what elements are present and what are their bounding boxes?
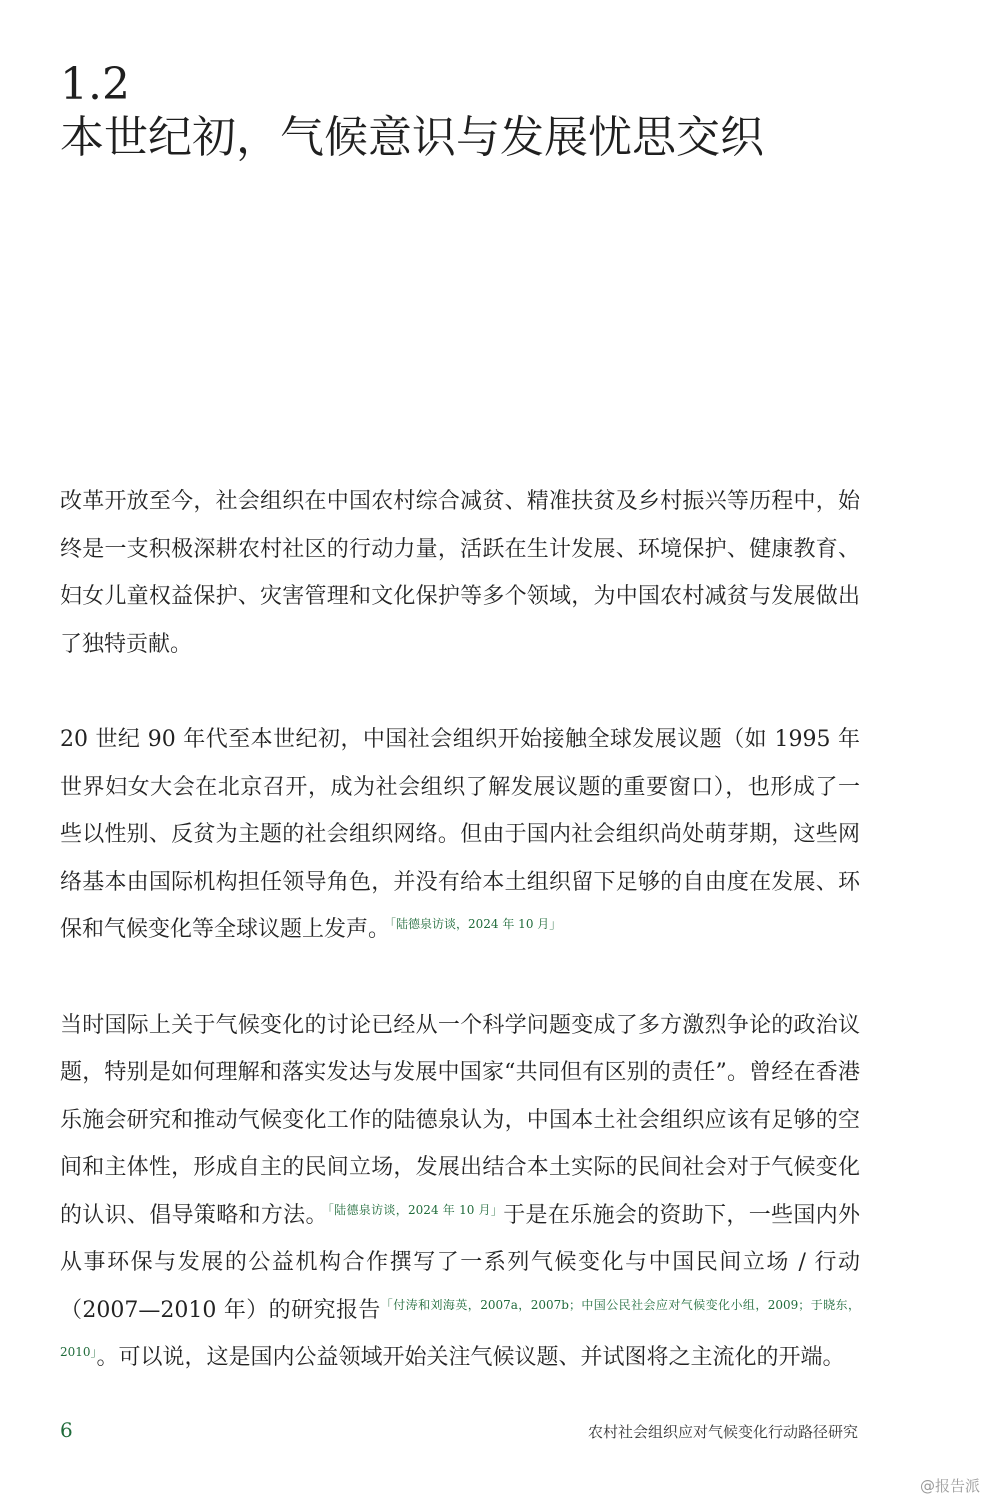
paragraph-2-text: 20 世纪 90 年代至本世纪初，中国社会组织开始接触全球发展议题（如 1995 年世界妇女大会在北京召开，成为社会组织了解发展议题的重要窗口），也形成了一些以性别、反贫为主题的社会组织网络。但由于国内社会组织尚处萌芽期，这些网络基本由国际机构担任领导角色，并没有给本土组织留下足够的自由度在发展、环保和气候变化等全球议题上发声。 [60,727,860,942]
section-title: 本世纪初，气候意识与发展忧思交织 [60,112,764,163]
citation: 「陆德泉访谈，2024 年 10 月」 [327,1202,504,1217]
paragraph-3-text-a: 当时国际上关于气候变化的讨论已经从一个科学问题变成了多方激烈争论的政治议题，特别是如何理解和落实发达与发展中国家“共同但有区别的责任”。曾经在香港乐施会研究和推动气候变化工作的陆德泉认为，中国本土社会组织应该有足够的空间和主体性，形成自主的民间立场，发展出结合本土实际的民间社会对于气候变化的认识、倡导策略和方法。 [60,1012,860,1228]
citation: 「陆德泉访谈，2024 年 10 月」 [390,917,562,931]
paragraph-3 [60,1002,860,1382]
report-title: 农村社会组织应对气候变化行动路径研究 [587,1423,858,1441]
watermark: @报告派 [919,1477,980,1495]
paragraph-3-text-c: 。可以说，这是国内公益领域开始关注气候议题、并试图将之主流化的开端。 [96,1345,845,1370]
page-number: 6 [60,1418,73,1442]
paragraph-2 [60,716,860,954]
citation: 「付涛和刘海英，2007a，2007b；中国公民社会应对气候变化小组，2009；于晓东，2010」 [60,1297,860,1359]
paragraph-1: 改革开放至今，社会组织在中国农村综合减贫、精准扶贫及乡村振兴等历程中，始终是一支积极深耕农村社区的行动力量，活跃在生计发展、环境保护、健康教育、妇女儿童权益保护、灾害管理和文化保护等多个领域，为中国农村减贫与发展做出了独特贡献。 [60,489,860,657]
section-number: 1.2 [60,59,130,110]
article-body [60,478,860,1382]
paragraph-3-text-b: 于是在乐施会的资助下，一些国内外从事环保与发展的公益机构合作撰写了一系列气候变化与中国民间立场 / 行动（2007—2010 年）的研究报告 [60,1202,860,1323]
